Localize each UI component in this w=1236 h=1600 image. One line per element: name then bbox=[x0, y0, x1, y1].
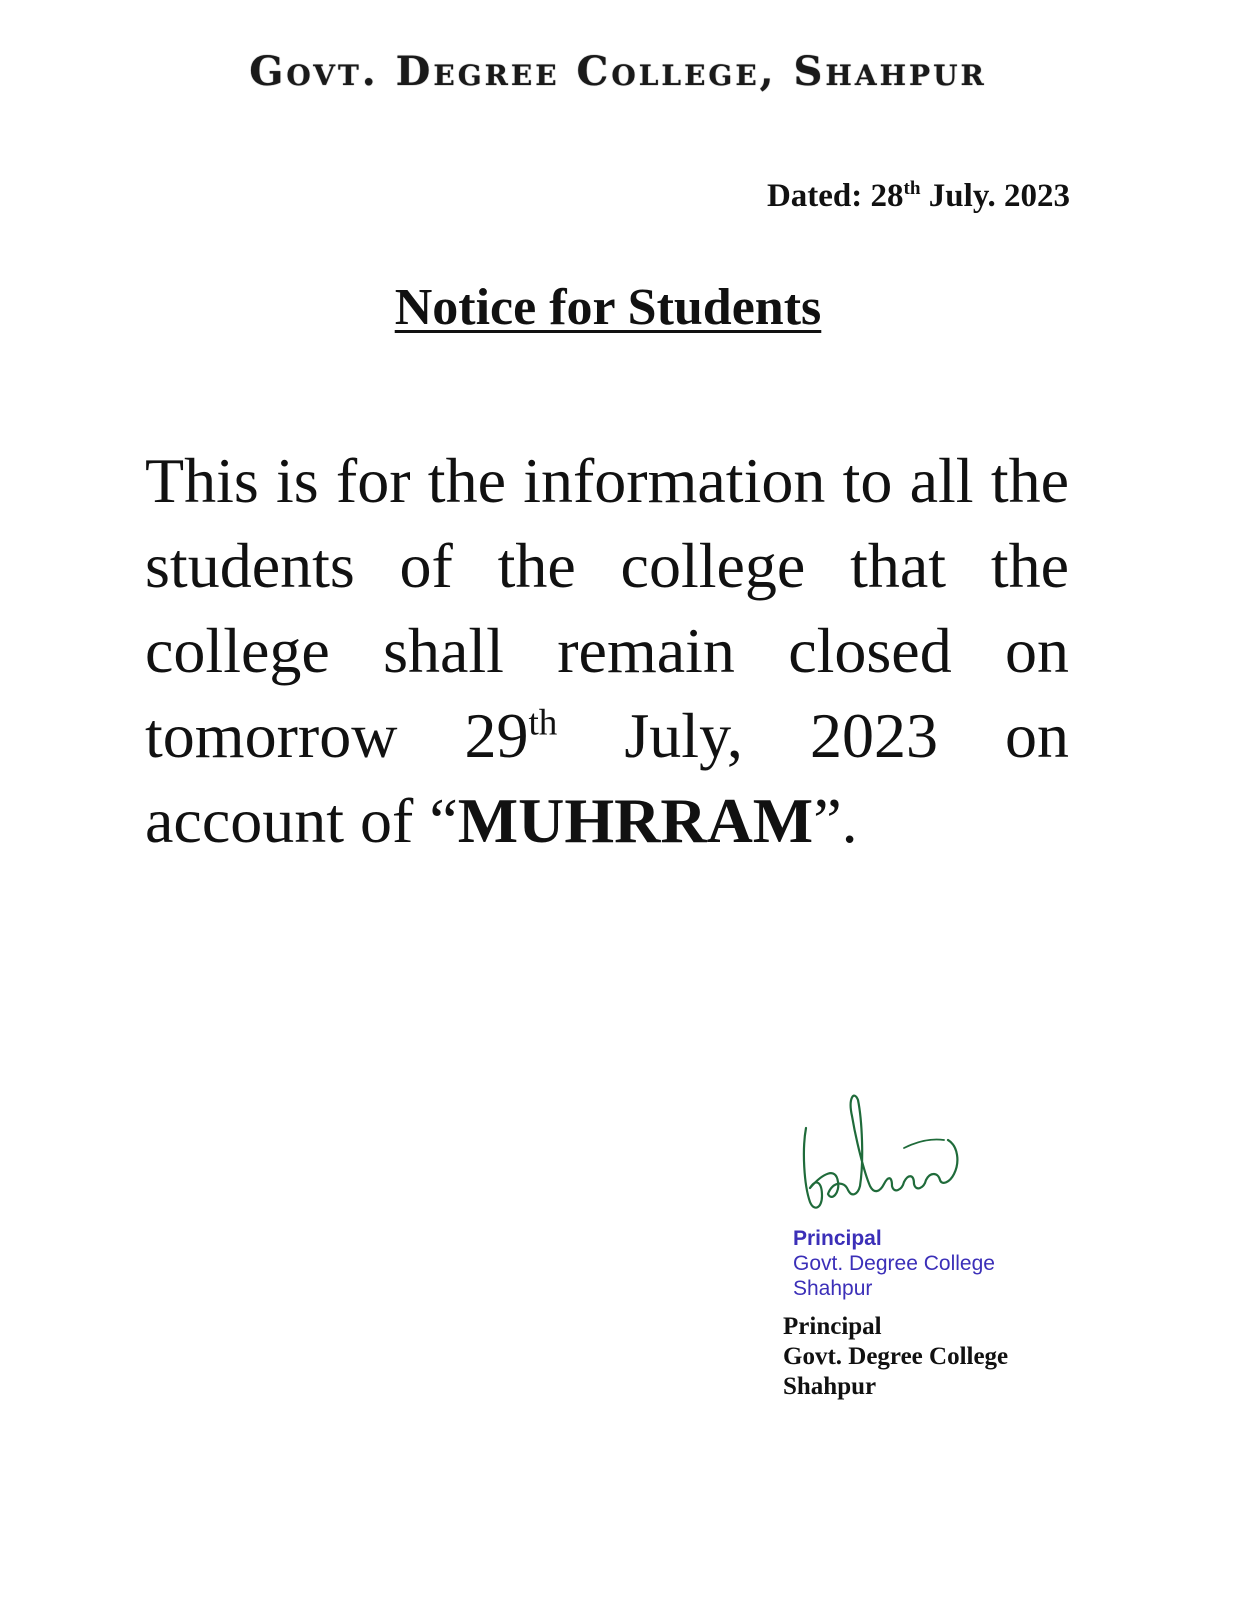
notice-body-part3: ”. bbox=[813, 785, 858, 856]
date-ordinal-suffix: th bbox=[903, 178, 921, 199]
signatory-title: Principal bbox=[783, 1313, 882, 1340]
date-rest: July. 2023 bbox=[920, 178, 1070, 214]
notice-body-ordinal: th bbox=[528, 702, 558, 744]
stamp-line-principal: Principal bbox=[793, 1227, 882, 1250]
notice-body-occasion: MUHRRAM bbox=[457, 785, 814, 856]
notice-body-part1: This is for the information to all the students of the college that the college shall remain closed on tomorrow 29 bbox=[145, 445, 1069, 771]
official-stamp bbox=[793, 1226, 995, 1301]
stamp-line-college: Govt. Degree College bbox=[793, 1252, 995, 1275]
stamp-line-place: Shahpur bbox=[793, 1277, 873, 1300]
signatory-institution: Govt. Degree College bbox=[783, 1343, 1009, 1370]
signatory-place: Shahpur bbox=[783, 1373, 877, 1400]
notice-body-part2: July, 2023 on account of “ bbox=[145, 700, 1069, 856]
date-prefix: Dated: 28 bbox=[766, 178, 904, 214]
college-name-heading: Govt. Degree College, Shahpur bbox=[249, 48, 987, 95]
notice-body bbox=[145, 438, 1069, 863]
handwritten-signature bbox=[792, 1090, 972, 1240]
notice-title: Notice for Students bbox=[394, 279, 822, 336]
signatory-block bbox=[783, 1312, 1008, 1402]
notice-date bbox=[767, 178, 1070, 215]
